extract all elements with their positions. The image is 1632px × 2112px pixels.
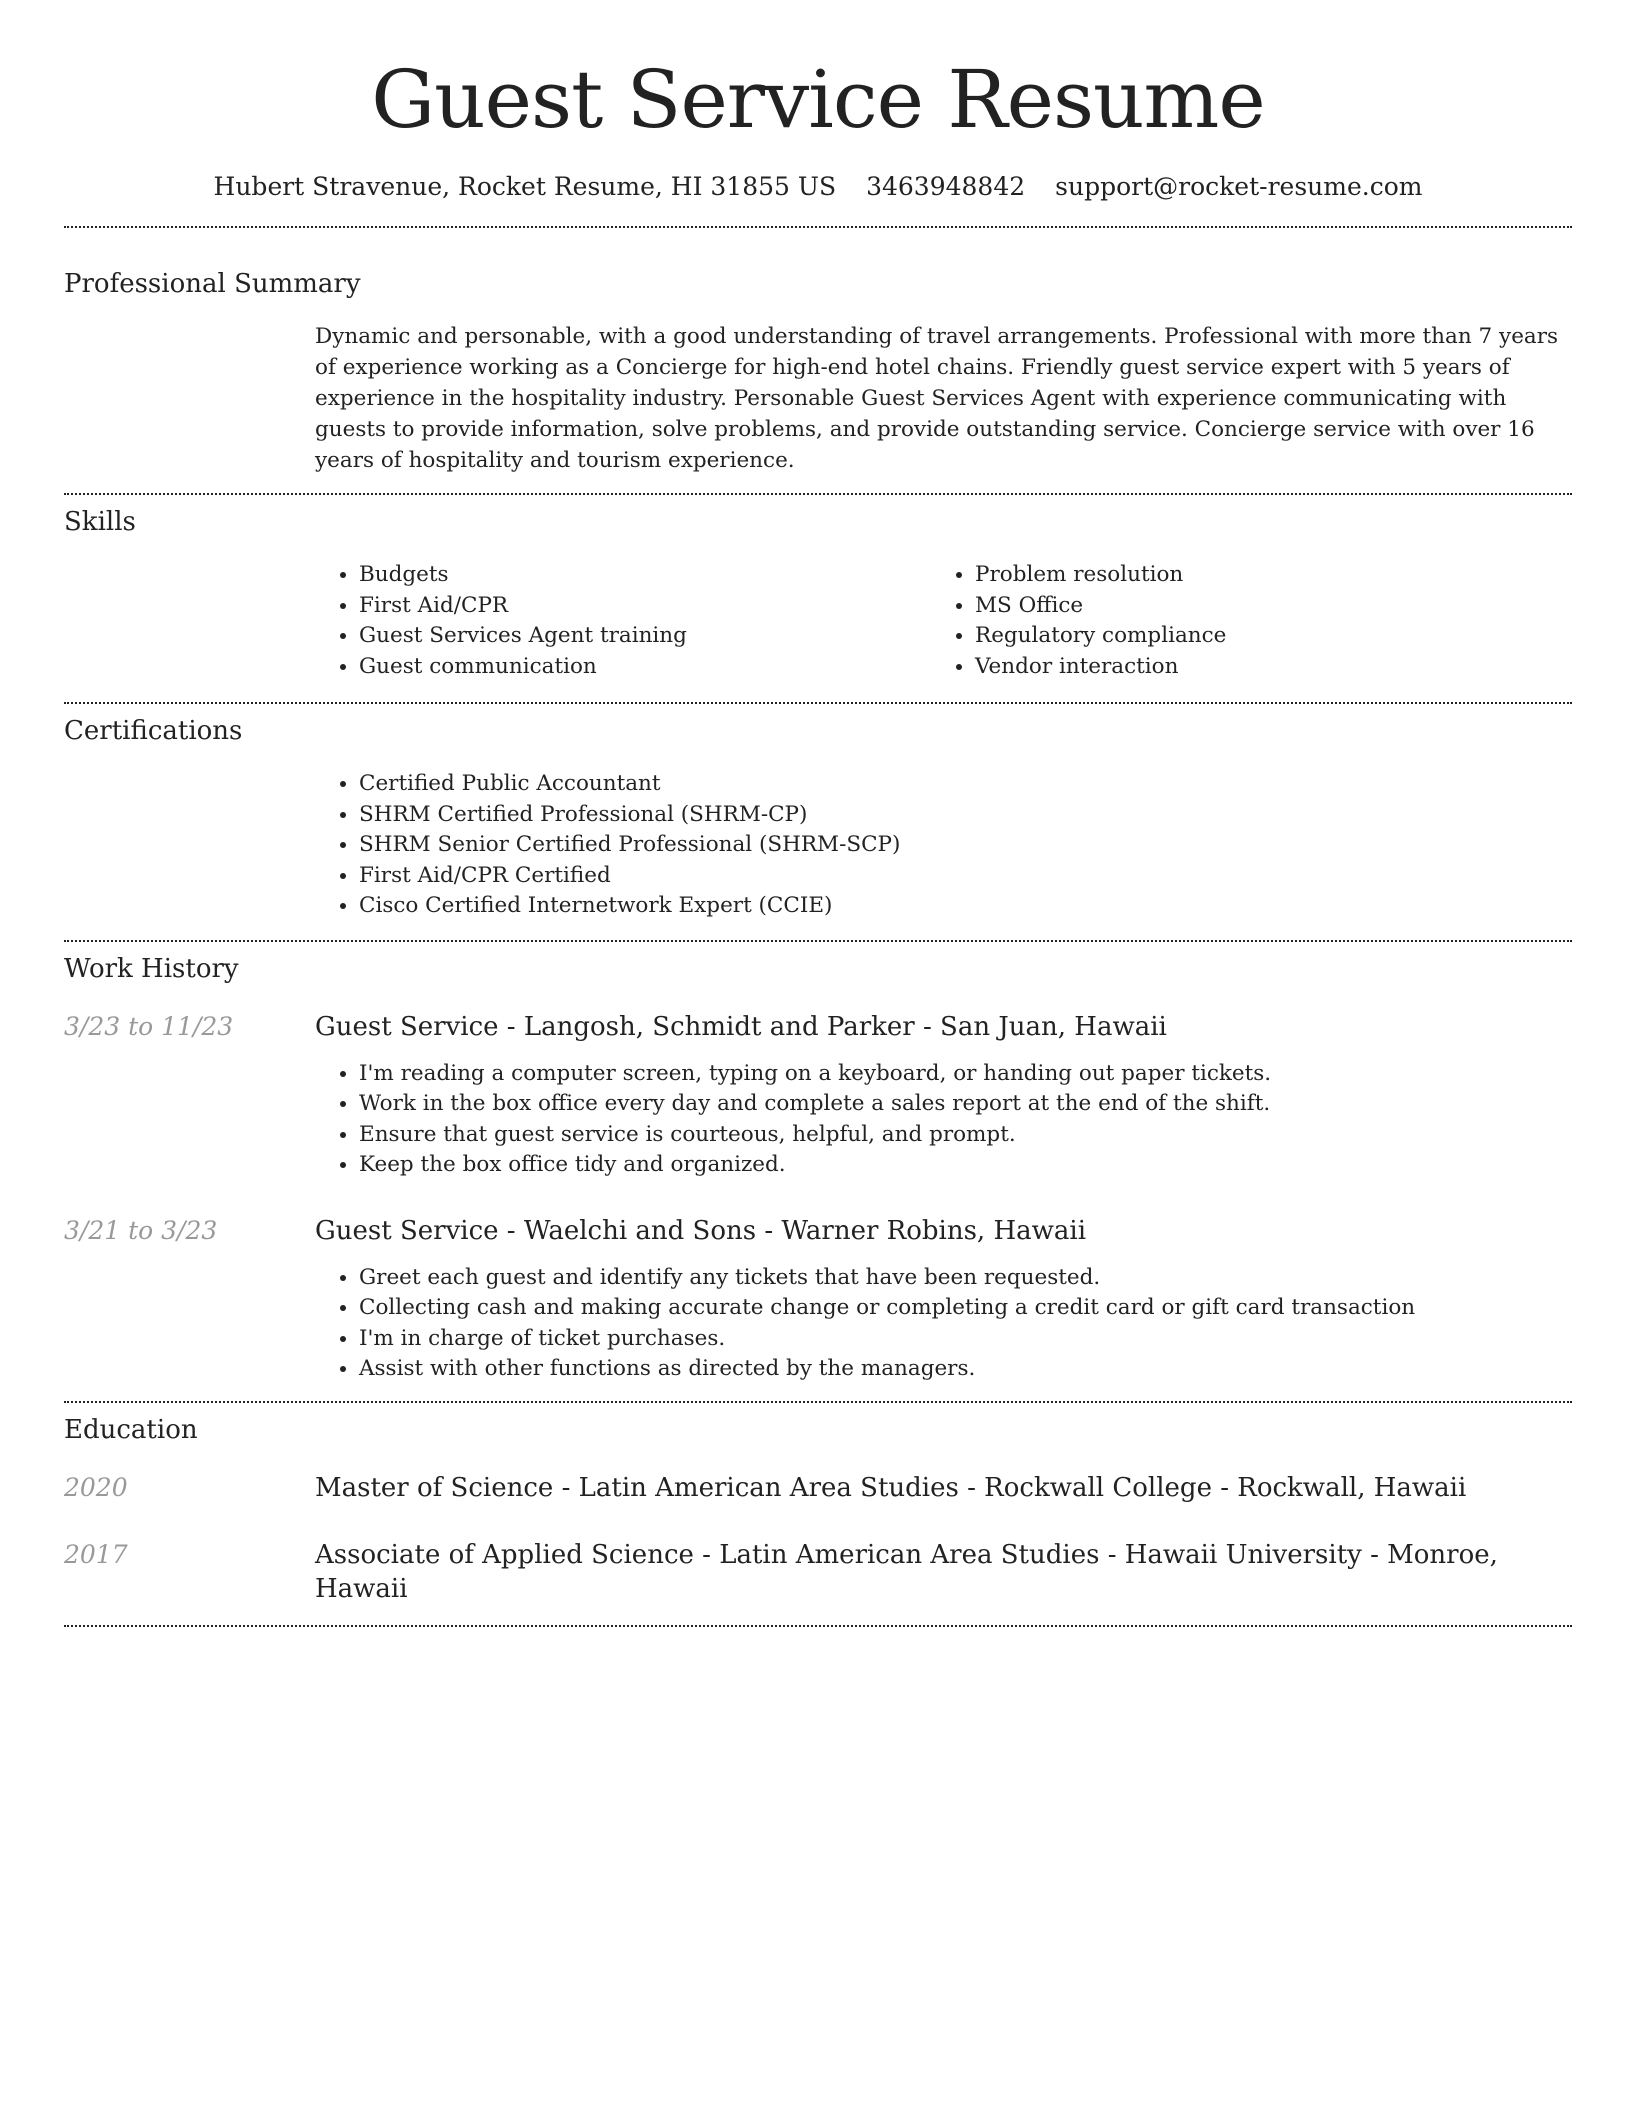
certifications-list (315, 769, 1572, 922)
education-year: 2020 (64, 1472, 128, 1502)
divider (64, 493, 1572, 495)
skill-item: • Regulatory compliance (975, 621, 1547, 652)
skill-item: • MS Office (975, 591, 1547, 622)
job-bullet: • Keep the box office tidy and organized. (359, 1150, 1572, 1181)
education-year: 2017 (64, 1539, 128, 1569)
job-bullets (315, 1059, 1572, 1181)
skill-item: • Vendor interaction (975, 652, 1547, 683)
section-title-summary: Professional Summary (64, 269, 361, 299)
certification-item: • First Aid/CPR Certified (359, 861, 1572, 892)
skill-item: • Budgets (359, 560, 931, 591)
job-heading: Guest Service - Waelchi and Sons - Warner Robins, Hawaii (315, 1215, 1087, 1246)
skill-item: • Guest Services Agent training (359, 621, 931, 652)
section-title-skills: Skills (64, 507, 136, 537)
skills-list-left (315, 560, 931, 682)
job-bullet: • Collecting cash and making accurate change or completing a credit card or gift card transaction (359, 1293, 1572, 1324)
skill-item: • Problem resolution (975, 560, 1547, 591)
job-bullets-block (315, 1059, 1572, 1181)
divider (64, 226, 1572, 228)
job-bullet: • Assist with other functions as directed by the managers. (359, 1354, 1572, 1385)
contact-phone: 3463948842 (866, 172, 1026, 201)
certification-item: • Certified Public Accountant (359, 769, 1572, 800)
certification-item: • Cisco Certified Internetwork Expert (CCIE) (359, 891, 1572, 922)
certification-item: • SHRM Senior Certified Professional (SHRM-SCP) (359, 830, 1572, 861)
contact-address: Hubert Stravenue, Rocket Resume, HI 31855 US (213, 172, 837, 201)
skills-list-right (931, 560, 1547, 682)
skill-item: • First Aid/CPR (359, 591, 931, 622)
divider (64, 1625, 1572, 1627)
job-dates: 3/23 to 11/23 (64, 1011, 234, 1041)
skills-block (315, 560, 1572, 682)
education-heading: Master of Science - Latin American Area Studies - Rockwall College - Rockwall, Hawaii (315, 1472, 1467, 1503)
education-entry (64, 1538, 1572, 1606)
contact-email: support@rocket-resume.com (1055, 172, 1423, 201)
section-title-certifications: Certifications (64, 716, 243, 746)
education-heading: Associate of Applied Science - Latin American Area Studies - Hawaii University - Monroe, Hawaii (315, 1539, 1498, 1604)
divider (64, 940, 1572, 942)
divider (64, 702, 1572, 704)
certifications-block (315, 769, 1572, 922)
job-bullet: • I'm in charge of ticket purchases. (359, 1324, 1572, 1355)
summary-text: Dynamic and personable, with a good understanding of travel arrangements. Professional with more than 7 years of experience working as a Concierge for high-end hotel chains. Friendly guest service expert with 5 years of experience in the hospitality industry. Personable Guest Services Agent with experience communicating with guests to provide information, solve problems, and provide outstanding service. Concierge service with over 16 years of hospitality and tourism experience. (315, 324, 1559, 473)
section-title-work-history: Work History (64, 953, 239, 984)
job-bullet: • I'm reading a computer screen, typing on a keyboard, or handing out paper tickets. (359, 1059, 1572, 1090)
summary-block (315, 321, 1572, 476)
job-dates: 3/21 to 3/23 (64, 1215, 218, 1245)
contact-line (64, 170, 1572, 204)
divider (64, 1401, 1572, 1403)
certification-item: • SHRM Certified Professional (SHRM-CP) (359, 800, 1572, 831)
job-heading: Guest Service - Langosh, Schmidt and Parker - San Juan, Hawaii (315, 1011, 1167, 1042)
job-bullets (315, 1263, 1572, 1385)
section-title-education: Education (64, 1414, 198, 1445)
skill-item: • Guest communication (359, 652, 931, 683)
resume-title: Guest Service Resume (371, 53, 1265, 146)
job-entry (64, 1214, 1572, 1248)
job-bullet: • Ensure that guest service is courteous, helpful, and prompt. (359, 1120, 1572, 1151)
job-bullets-block (315, 1263, 1572, 1385)
job-bullet: • Greet each guest and identify any tickets that have been requested. (359, 1263, 1572, 1294)
education-entry (64, 1471, 1572, 1505)
job-entry (64, 1010, 1572, 1044)
job-bullet: • Work in the box office every day and complete a sales report at the end of the shift. (359, 1089, 1572, 1120)
resume-page (64, 0, 1572, 1627)
